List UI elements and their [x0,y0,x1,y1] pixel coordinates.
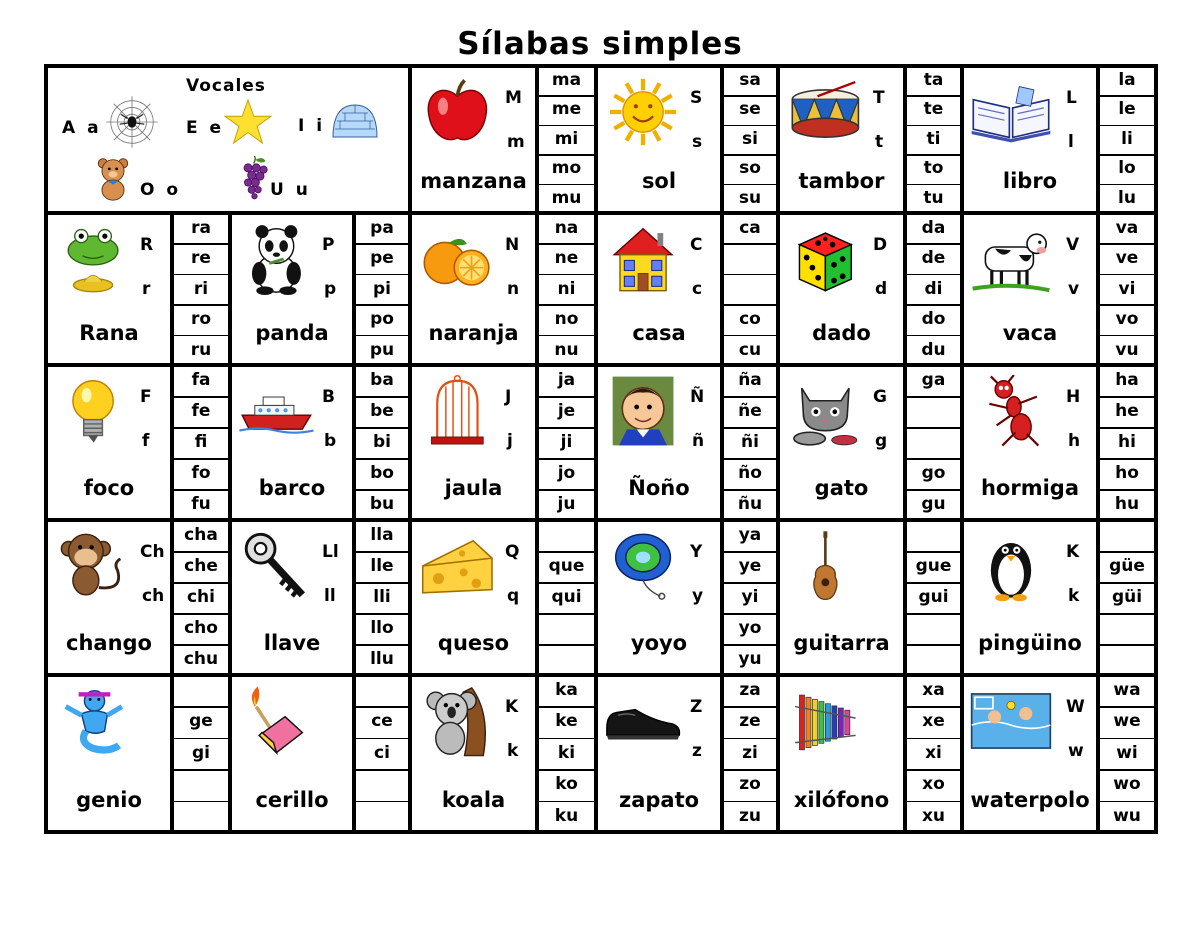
word-label: dado [812,321,871,345]
syllable-vo: vo [1115,309,1139,330]
house-icon [604,223,682,295]
syllable-empty [537,644,596,675]
syllable-wi: wi [1116,742,1138,763]
lowercase-letter: b [324,431,337,451]
syllable-güi: güi [1111,587,1143,607]
syllable-chi: chi [186,587,215,607]
syllable-ci: ci [374,742,390,763]
lowercase-letter: h [1068,431,1081,451]
uppercase-letter: C [690,235,703,255]
syllable-ze: ze [739,711,761,732]
syllable-empty [1098,613,1156,644]
syllable-za: za [739,680,761,700]
uppercase-letter: D [873,235,888,255]
syllable-bu: bu [369,494,395,514]
shoe-icon [604,685,682,757]
syllable-xo: xo [922,774,945,795]
lowercase-letter: r [142,279,151,299]
syllable-lli: lli [373,587,391,607]
lowercase-letter: m [507,132,525,152]
word-label: manzana [420,169,527,193]
uppercase-letter: H [1066,387,1081,407]
syllable-hi: hi [1118,432,1136,452]
lightbulb-icon [54,375,132,447]
boat-icon [238,375,315,447]
column-divider [44,66,48,213]
syllable-li: li [1121,128,1133,149]
lowercase-letter: y [692,586,704,606]
syllable-yi: yi [741,587,759,607]
page-title: Sílabas simples [457,26,743,62]
cheese-icon [418,530,497,602]
syllable-sa: sa [739,70,761,90]
syllable-empty [905,613,962,644]
lowercase-letter: v [1068,279,1080,299]
uppercase-letter: T [873,88,885,108]
syllable-ga: ga [921,370,946,390]
syllable-du: du [921,339,946,360]
syllable-va: va [1115,218,1139,238]
syllable-la: la [1118,70,1136,90]
word-label: vaca [1002,321,1058,345]
syllable-no: no [554,309,579,330]
syllable-empty [905,427,962,458]
syllable-ja: ja [557,370,576,390]
word-label: hormiga [980,476,1080,500]
drum-icon [786,76,865,148]
syllable-po: po [370,309,394,330]
syllable-zi: zi [742,742,758,763]
lowercase-letter: d [875,279,888,299]
uppercase-letter: G [873,387,887,407]
syllable-empty [905,644,962,675]
word-label: barco [258,476,326,500]
uppercase-letter: Ll [322,542,339,562]
syllable-xi: xi [925,742,942,763]
syllable-he: he [1115,401,1139,421]
lowercase-letter: k [507,741,519,761]
word-label: casa [632,321,686,345]
boy-face-icon [604,375,682,447]
syllable-te: te [923,99,944,120]
syllable-na: na [554,218,579,238]
syllable-tu: tu [923,187,944,208]
lowercase-letter: k [1068,586,1080,606]
syllable-ku: ku [554,805,579,826]
syllable-ye: ye [738,556,762,576]
uppercase-letter: F [140,387,152,407]
waterpolo-icon [970,685,1052,757]
syllable-su: su [738,187,762,208]
syllable-bi: bi [373,432,391,452]
vowel-label: I i [298,116,326,136]
koala-icon [418,685,497,757]
syllable-to: to [923,158,944,179]
word-label: genio [76,788,142,812]
uppercase-letter: R [140,235,154,255]
syllable-mu: mu [551,187,582,208]
lowercase-letter: w [1068,741,1084,761]
syllable-pi: pi [373,278,391,299]
word-label: gato [814,476,869,500]
lowercase-letter: j [507,431,513,451]
lowercase-letter: l [1068,132,1074,152]
syllable-ke: ke [555,711,578,732]
lowercase-letter: ll [324,586,336,606]
syllable-fe: fe [191,401,211,421]
syllable-ña: ña [738,370,762,390]
word-label: libro [1002,169,1058,193]
uppercase-letter: K [505,697,519,717]
sun-icon [604,76,682,148]
igloo-icon [330,100,380,142]
syllable-co: co [739,309,761,330]
syllable-empty [1098,520,1156,551]
uppercase-letter: Ch [140,542,165,562]
word-label: guitarra [793,631,890,655]
syllable-pa: pa [370,218,394,238]
lowercase-letter: g [875,431,888,451]
syllable-go: go [921,463,946,483]
lowercase-letter: f [142,431,150,451]
syllable-cu: cu [738,339,762,360]
syllable-da: da [921,218,946,238]
uppercase-letter: B [322,387,335,407]
syllable-ho: ho [1115,463,1139,483]
word-label: Rana [79,321,139,345]
syllable-ba: ba [370,370,394,390]
syllable-jo: jo [557,463,576,483]
cow-icon [970,223,1052,295]
word-label: yoyo [630,631,688,655]
monkey-icon [54,530,132,602]
word-label: llave [263,631,321,655]
uppercase-letter: S [690,88,703,108]
syllable-vu: vu [1115,339,1139,360]
syllable-re: re [191,248,211,269]
syllable-di: di [924,278,943,299]
uppercase-letter: Y [690,542,703,562]
syllable-empty [354,801,410,832]
vowel-label: A a [62,118,102,138]
word-label: xilófono [793,788,890,812]
genie-icon [54,685,132,757]
syllable-ko: ko [555,774,578,795]
syllable-ca: ca [739,218,761,238]
syllable-gue: gue [915,556,952,576]
uppercase-letter: Ñ [690,387,705,407]
syllable-ya: ya [738,525,762,545]
syllable-llo: llo [370,618,394,638]
syllable-vi: vi [1118,278,1136,299]
syllable-mi: mi [554,128,579,149]
syllable-ru: ru [190,339,212,360]
panda-icon [238,223,315,295]
syllable-ne: ne [554,248,579,269]
dice-icon [786,223,865,295]
syllable-che: che [184,556,218,576]
syllable-empty [1098,644,1156,675]
syllable-lu: lu [1118,187,1136,208]
syllable-ge: ge [189,711,213,732]
syllable-ñu: ñu [737,494,763,514]
word-label: zapato [618,788,700,812]
syllable-lo: lo [1118,158,1136,179]
ant-icon [970,375,1052,447]
syllable-wa: wa [1113,680,1141,700]
lowercase-letter: ch [142,586,165,606]
uppercase-letter: Z [690,697,703,717]
word-label: jaula [444,476,503,500]
birdcage-icon [418,375,497,447]
syllable-ra: ra [191,218,211,238]
cat-icon [786,375,865,447]
word-label: naranja [428,321,519,345]
key-icon [238,530,315,602]
lowercase-letter: z [692,741,702,761]
syllable-gu: gu [921,494,946,514]
spider-web-icon [104,94,160,150]
word-label: koala [441,788,506,812]
syllable-ñi: ñi [741,432,759,452]
syllable-ri: ri [193,278,209,299]
lowercase-letter: p [324,279,337,299]
word-label: sol [641,169,677,193]
uppercase-letter: W [1066,697,1085,717]
syllable-empty [722,274,778,304]
syllable-yo: yo [738,618,762,638]
word-label: panda [255,321,329,345]
syllable-ta: ta [923,70,944,90]
syllable-mo: mo [551,158,582,179]
syllable-fu: fu [191,494,211,514]
syllable-xe: xe [922,711,945,732]
lowercase-letter: c [692,279,703,299]
syllable-ño: ño [738,463,762,483]
syllable-fa: fa [191,370,211,390]
syllable-cho: cho [184,618,218,638]
syllable-ni: ni [557,278,576,299]
yoyo-icon [604,530,682,602]
syllable-je: je [557,401,576,421]
syllable-wu: wu [1113,805,1141,826]
uppercase-letter: K [1066,542,1080,562]
syllable-empty [172,769,230,800]
guitar-icon [786,530,865,602]
vowel-label: O o [140,180,182,200]
syllable-empty [905,396,962,427]
syllable-zu: zu [739,805,761,826]
syllable-lle: lle [370,556,394,576]
word-label: queso [437,631,510,655]
syllable-ma: ma [551,70,582,90]
word-label: foco [83,476,135,500]
syllable-si: si [742,128,758,149]
word-label: chango [66,631,152,655]
syllable-empty [354,675,410,706]
syllable-llu: llu [370,649,394,669]
syllable-me: me [551,99,582,120]
syllable-do: do [921,309,946,330]
syllable-ro: ro [190,309,212,330]
uppercase-letter: M [505,88,522,108]
syllable-qui: qui [551,587,582,607]
word-label: cerillo [255,788,329,812]
lowercase-letter: s [692,132,703,152]
syllable-güe: güe [1109,556,1145,576]
orange-icon [418,223,497,295]
syllable-ve: ve [1115,248,1139,269]
uppercase-letter: V [1066,235,1080,255]
word-label: waterpolo [970,788,1090,812]
syllable-zo: zo [739,774,761,795]
syllable-wo: wo [1113,774,1141,795]
book-icon [970,76,1052,148]
lowercase-letter: q [507,586,520,606]
syllable-ce: ce [371,711,393,732]
syllable-bo: bo [370,463,394,483]
syllable-yu: yu [738,649,762,669]
syllable-xu: xu [921,805,946,826]
vowels-heading: Vocales [186,76,266,96]
syllable-ha: ha [1115,370,1139,390]
word-label: tambor [798,169,885,193]
syllable-gi: gi [192,742,210,763]
syllable-empty [537,520,596,551]
uppercase-letter: N [505,235,520,255]
syllable-de: de [921,248,946,269]
syllable-empty [172,801,230,832]
teddy-bear-icon [90,154,136,204]
vowel-label: U u [270,180,311,200]
match-icon [238,685,315,757]
syllable-nu: nu [554,339,579,360]
lowercase-letter: ñ [692,431,705,451]
syllable-ju: ju [557,494,576,514]
word-label: Ñoño [628,476,690,500]
syllable-ka: ka [555,680,578,700]
syllable-cha: cha [184,525,218,545]
syllable-hu: hu [1114,494,1140,514]
syllable-ki: ki [557,742,576,763]
syllable-ñe: ñe [738,401,762,421]
syllable-ti: ti [926,128,941,149]
syllable-xa: xa [922,680,945,700]
uppercase-letter: L [1066,88,1077,108]
penguin-icon [970,530,1052,602]
uppercase-letter: Q [505,542,520,562]
syllable-le: le [1118,99,1136,120]
syllable-be: be [370,401,394,421]
syllable-empty [172,675,230,706]
grapes-icon [238,152,270,202]
word-label: pingüino [978,631,1082,655]
syllable-empty [905,520,962,551]
syllable-se: se [739,99,761,120]
vowel-label: E e [186,118,225,138]
syllable-lla: lla [370,525,394,545]
syllable-pu: pu [369,339,395,360]
star-icon [224,98,272,146]
apple-icon [418,76,497,148]
syllable-so: so [739,158,761,179]
uppercase-letter: J [505,387,512,407]
syllable-ji: ji [560,432,573,452]
xylophone-icon [786,685,865,757]
syllable-empty [722,243,778,273]
syllable-fi: fi [194,432,208,452]
frog-icon [54,223,132,295]
lowercase-letter: n [507,279,520,299]
syllable-we: we [1113,711,1141,732]
syllable-pe: pe [370,248,394,269]
syllable-empty [354,769,410,800]
syllable-empty [537,613,596,644]
syllable-que: que [548,556,585,576]
syllable-fo: fo [191,463,211,483]
uppercase-letter: P [322,235,335,255]
syllable-chu: chu [183,649,219,669]
syllable-gui: gui [918,587,949,607]
lowercase-letter: t [875,132,884,152]
row-divider [44,64,1158,68]
